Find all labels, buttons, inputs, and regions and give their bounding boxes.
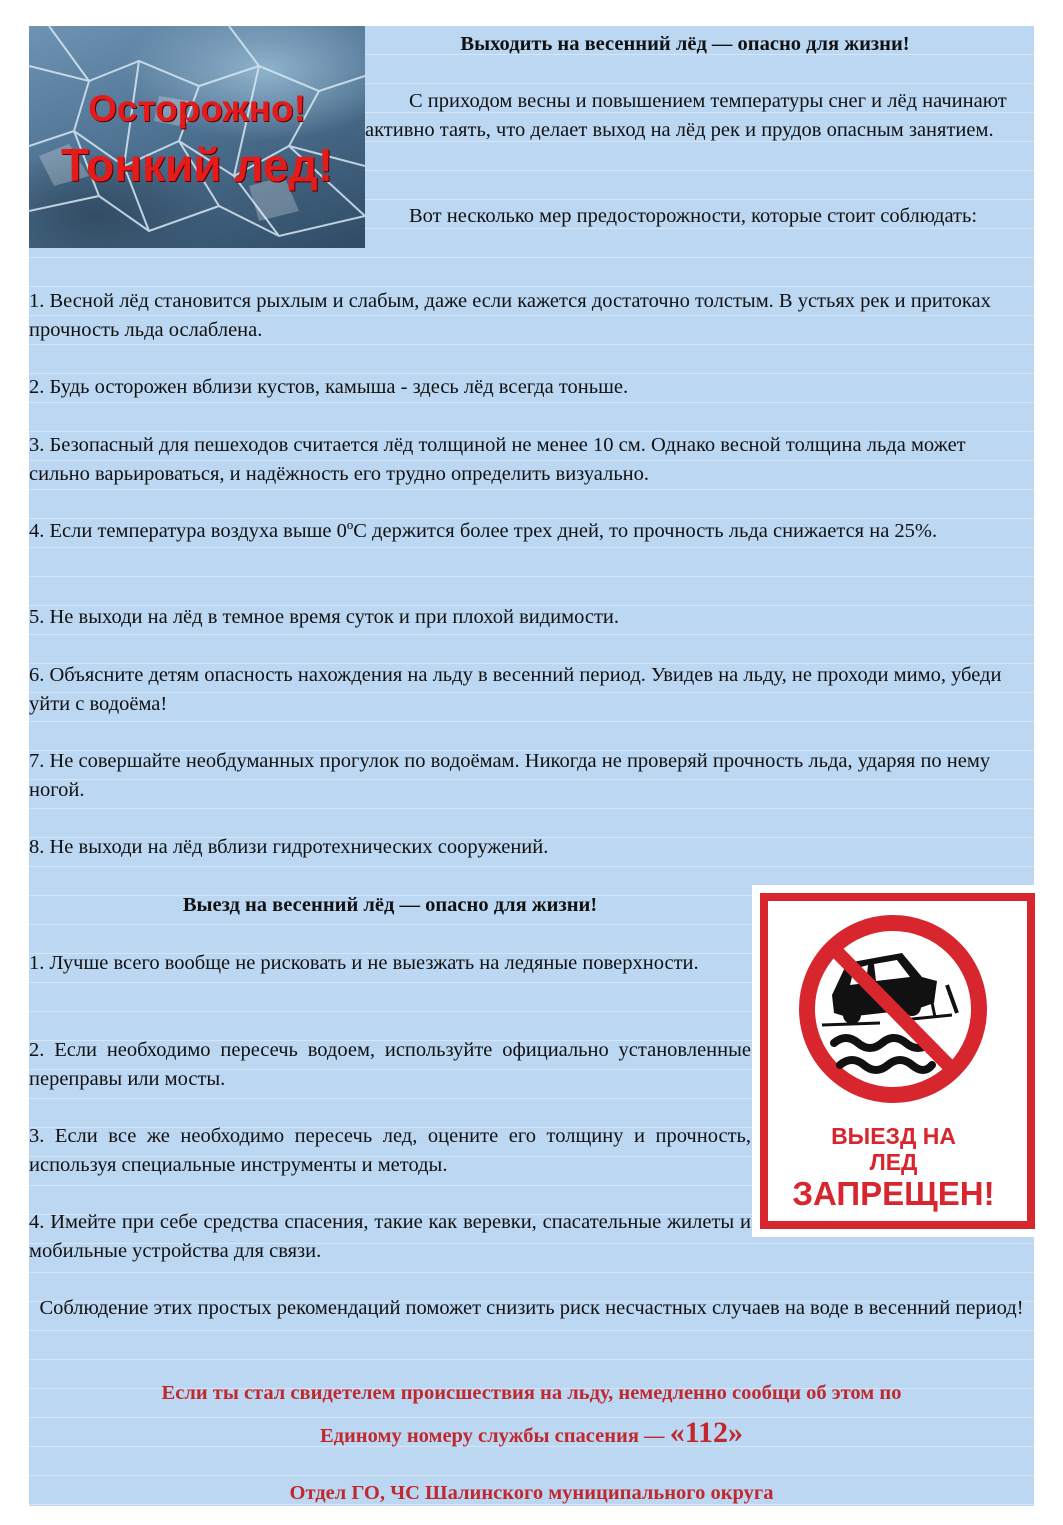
conclusion-text: Соблюдение этих простых рекомендаций поможет снизить риск несчастных случаев на воде в весенний период!: [39, 1297, 1024, 1319]
thin-ice-photo: [29, 26, 365, 248]
section1-intro: С приходом весны и повышением температуры снег и лёд начинают активно таять, что делает выход на лёд рек и прудов опасным занятием.: [365, 90, 1007, 141]
footer-department: Отдел ГО, ЧС Шалинского муниципального округа: [289, 1482, 774, 1504]
ice-cracks-illustration: [29, 26, 365, 248]
section2-item: 3. Если все же необходимо пересечь лед, оцените его толщину и прочность, используя специальные инструменты и методы.: [29, 1125, 751, 1176]
section1-item: 8. Не выходи на лёд вблизи гидротехнических сооружений.: [29, 836, 549, 858]
section1-title: Выходить на весенний лёд — опасно для жизни!: [460, 33, 910, 55]
section2-item: 4. Имейте при себе средства спасения, такие как веревки, спасательные жилеты и мобильные устройства для связи.: [29, 1211, 751, 1262]
section1-measures-intro: Вот несколько мер предосторожности, которые стоит соблюдать:: [409, 205, 978, 227]
emergency-number: «112»: [669, 1416, 744, 1449]
sign-text-line3: ЗАПРЕЩЕН!: [792, 1175, 995, 1212]
no-ice-driving-sign: [752, 885, 1035, 1237]
section1-item: 7. Не совершайте необдуманных прогулок по водоёмам. Никогда не проверяй прочность льда, ударяя по нему ногой.: [29, 750, 991, 801]
section2-item: 1. Лучше всего вообще не рисковать и не выезжать на ледяные поверхности.: [29, 952, 699, 974]
sign-text-line2: ЛЕД: [869, 1149, 918, 1175]
emergency-line2: [29, 1416, 1034, 1451]
section1-item: 5. Не выходи на лёд в темное время суток и при плохой видимости.: [29, 606, 620, 628]
section1-item: 3. Безопасный для пешеходов считается лёд толщиной не менее 10 см. Однако весной толщина льда может сильно варьироваться, и надёжность его трудно определить визуально.: [29, 434, 966, 485]
section1-item: 6. Объясните детям опасность нахождения на льду в весенний период. Увидев на льду, не проходи мимо, убеди уйти с водоёма!: [29, 664, 1002, 715]
section2-item: 2. Если необходимо пересечь водоем, используйте официально установленные переправы или мосты.: [29, 1039, 751, 1090]
ice-caption-line1: Осторожно!: [88, 88, 306, 129]
emergency-line1: Если ты стал свидетелем происшествия на льду, немедленно сообщи об этом по: [161, 1382, 902, 1404]
emergency-prefix: Единому номеру службы спасения —: [319, 1425, 670, 1447]
section1-item: 1. Весной лёд становится рыхлым и слабым, даже если кажется достаточно толстым. В устьях рек и притоках прочность льда ослаблена.: [29, 290, 991, 341]
ice-caption-line2: Тонкий лед!: [60, 139, 334, 191]
section1-item: 2. Будь осторожен вблизи кустов, камыша - здесь лёд всегда тоньше.: [29, 376, 629, 398]
sign-text-line1: ВЫЕЗД НА: [831, 1123, 956, 1149]
section1-item: 4. Если температура воздуха выше 0ºС держится более трех дней, то прочность льда снижается на 25%.: [29, 520, 938, 542]
section2-title: Выезд на весенний лёд — опасно для жизни!: [182, 894, 598, 916]
